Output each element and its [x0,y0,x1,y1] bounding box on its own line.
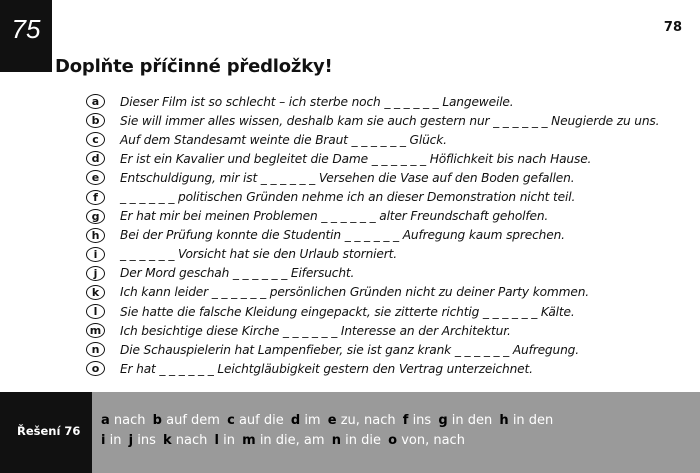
exercise-number-box [0,0,52,72]
item-letter: c [86,132,105,147]
exercise-item [86,283,686,302]
answer [291,413,321,428]
answer [438,413,492,428]
answer [101,433,121,448]
exercise-item [86,321,686,340]
exercise-item [86,340,686,359]
answer-text: ins [412,413,432,428]
answer [403,413,431,428]
answer-letter: e [327,413,337,428]
answer-letter: j [128,433,134,448]
item-sentence: _ _ _ _ _ _ politischen Gründen nehme ich an dieser Demonstration nicht teil. [120,190,576,205]
exercise-item [86,168,686,187]
solution-line-1 [101,413,690,433]
item-letter: k [86,285,105,300]
item-sentence: Er ist ein Kavalier und begleitet die Dame _ _ _ _ _ _ Höflichkeit bis nach Hause. [120,151,592,166]
answer [163,433,207,448]
answer-text: nach [175,433,208,448]
answer-text: in den [451,413,493,428]
answer-text: im [304,413,321,428]
exercise-item [86,207,686,226]
item-sentence: Die Schauspielerin hat Lampenfieber, sie ist ganz krank _ _ _ _ _ _ Aufregung. [120,342,579,357]
item-sentence: Der Mord geschah _ _ _ _ _ _ Eifersucht. [120,266,355,281]
item-letter: b [86,113,105,128]
item-sentence: Bei der Prüfung konnte die Studentin _ _ _ _ _ _ Aufregung kaum sprechen. [120,228,565,243]
item-letter: l [86,304,105,319]
answer [242,433,324,448]
answer-text: in [223,433,235,448]
exercise-item [86,359,686,378]
page-number: 78 [663,20,682,35]
exercise-item [86,92,686,111]
answer [388,433,465,448]
item-sentence: Auf dem Standesamt weinte die Braut _ _ _ _ _ _ Glück. [120,132,447,147]
item-sentence: Entschuldigung, mir ist _ _ _ _ _ _ Versehen die Vase auf den Boden gefallen. [120,170,575,185]
answer-text: ins [137,433,156,448]
exercise-item [86,111,686,130]
answer-text: nach [113,413,146,428]
item-sentence: Er hat _ _ _ _ _ _ Leichtgläubigkeit gestern den Vertrag unterzeichnet. [120,361,533,376]
answer-letter: b [152,413,162,428]
item-letter: g [86,209,105,224]
answer-letter: a [101,413,110,428]
answer-text: auf die [238,413,284,428]
exercise-list [86,92,686,378]
exercise-item [86,187,686,206]
item-sentence: Ich kann leider _ _ _ _ _ _ persönlichen Gründen nicht zu deiner Party kommen. [120,285,590,300]
answer-letter: m [242,433,256,448]
item-letter: m [86,323,105,338]
answer [328,413,396,428]
answer-letter: f [402,413,409,428]
solution-label: Řešení 76 [17,424,81,438]
answer-letter: i [101,433,106,448]
answer-letter: n [331,433,341,448]
exercise-item [86,130,686,149]
answer-text: von, nach [401,433,465,448]
exercise-item [86,245,686,264]
item-letter: f [86,190,105,205]
answer-letter: k [162,433,172,448]
item-letter: a [86,94,105,109]
answer-text: in die [345,433,381,448]
answer-text: zu, nach [340,413,396,428]
item-letter: j [86,266,105,281]
answer [215,433,235,448]
answer [153,413,220,428]
item-letter: i [86,247,105,262]
item-letter: e [86,170,105,185]
answer [227,413,284,428]
solution-answers [101,413,690,453]
exercise-number: 75 [11,14,41,44]
answer-letter: o [388,433,398,448]
answer-text: in die, am [259,433,325,448]
answer-letter: h [499,413,509,428]
answer [332,433,381,448]
item-letter: o [86,361,105,376]
item-sentence: Sie will immer alles wissen, deshalb kam sie auch gestern nur _ _ _ _ _ _ Neugierde zu uns. [120,113,660,128]
solution-label-box [0,392,92,473]
answer [101,413,146,428]
item-sentence: Sie hatte die falsche Kleidung eingepackt, sie zitterte richtig _ _ _ _ _ _ Kälte. [120,304,575,319]
answer-text: auf dem [166,413,220,428]
answer-letter: l [214,433,219,448]
item-letter: d [86,151,105,166]
item-letter: h [86,228,105,243]
answer-text: in [109,433,122,448]
solution-footer [0,392,700,473]
item-sentence: _ _ _ _ _ _ Vorsicht hat sie den Urlaub storniert. [120,247,397,262]
answer [129,433,156,448]
answer-letter: d [290,413,301,428]
exercise-item [86,264,686,283]
item-letter: n [86,342,105,357]
answer-letter: c [227,413,235,428]
answer-text: in den [512,413,554,428]
item-sentence: Ich besichtige diese Kirche _ _ _ _ _ _ Interesse an der Architektur. [120,323,511,338]
item-sentence: Er hat mir bei meinen Problemen _ _ _ _ _ _ alter Freundschaft geholfen. [120,209,549,224]
item-sentence: Dieser Film ist so schlecht – ich sterbe noch _ _ _ _ _ _ Langeweile. [120,94,514,109]
answer-letter: g [438,413,448,428]
exercise-item [86,226,686,245]
exercise-item [86,302,686,321]
solution-line-2 [101,433,690,453]
exercise-item [86,149,686,168]
exercise-title: Doplňte příčinné předložky! [55,56,333,77]
answer [499,413,553,428]
